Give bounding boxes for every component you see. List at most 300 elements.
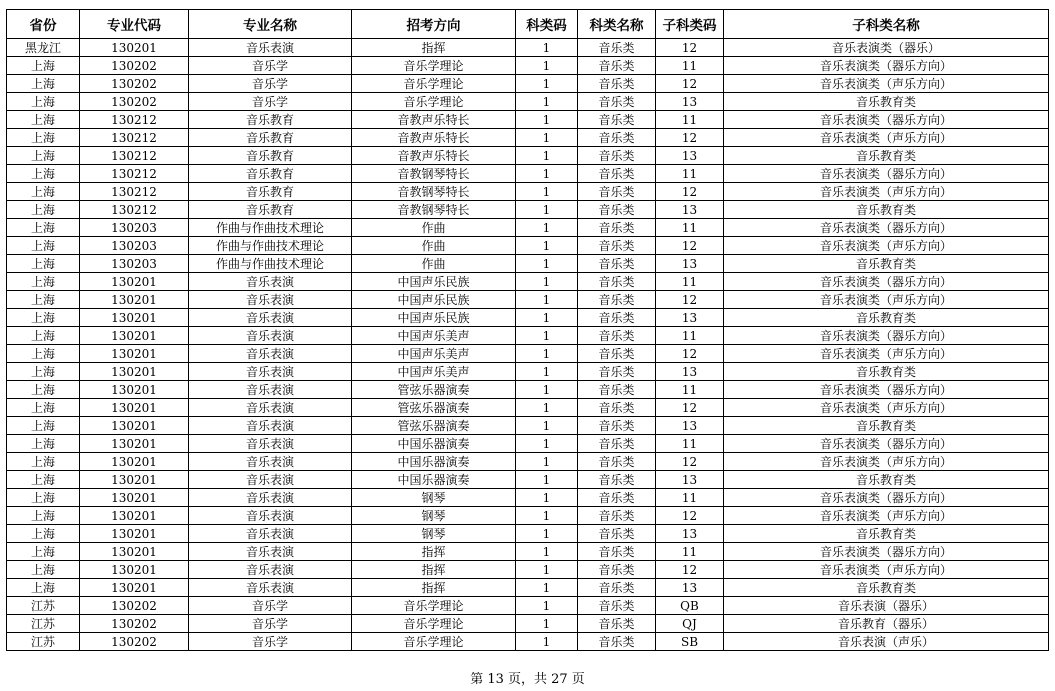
table-row (7, 183, 1049, 201)
subcategory-name-cell: 音乐表演类（声乐方向） (724, 237, 1049, 255)
subcategory-code-cell: 12 (656, 237, 724, 255)
subcategory-code-cell: 11 (656, 219, 724, 237)
table-row (7, 453, 1049, 471)
major-code-cell: 130201 (80, 435, 189, 453)
category-code-cell: 1 (516, 183, 578, 201)
major-code-cell: 130201 (80, 417, 189, 435)
subcategory-name-cell: 音乐表演类（器乐方向） (724, 57, 1049, 75)
table-row (7, 57, 1049, 75)
major-code-cell: 130212 (80, 129, 189, 147)
province-cell: 上海 (7, 417, 80, 435)
table-row (7, 219, 1049, 237)
major-name-cell: 音乐表演 (189, 489, 352, 507)
category-name-cell: 音乐类 (578, 507, 656, 525)
major-name-cell: 音乐表演 (189, 453, 352, 471)
category-code-cell: 1 (516, 57, 578, 75)
province-cell: 上海 (7, 543, 80, 561)
direction-cell: 中国声乐美声 (352, 363, 516, 381)
major-code-cell: 130201 (80, 543, 189, 561)
table-row (7, 561, 1049, 579)
major-code-cell: 130202 (80, 75, 189, 93)
subcategory-name-cell: 音乐表演类（器乐方向） (724, 111, 1049, 129)
subcategory-name-cell: 音乐教育类 (724, 417, 1049, 435)
major-name-cell: 作曲与作曲技术理论 (189, 219, 352, 237)
major-name-cell: 音乐学 (189, 75, 352, 93)
province-cell: 上海 (7, 579, 80, 597)
major-name-cell: 音乐表演 (189, 291, 352, 309)
province-cell: 上海 (7, 525, 80, 543)
subcategory-code-cell: 11 (656, 381, 724, 399)
subcategory-code-cell: 11 (656, 435, 724, 453)
category-code-cell: 1 (516, 237, 578, 255)
direction-cell: 钢琴 (352, 489, 516, 507)
direction-cell: 钢琴 (352, 525, 516, 543)
subcategory-name-cell: 音乐教育类 (724, 201, 1049, 219)
category-code-cell: 1 (516, 399, 578, 417)
category-name-cell: 音乐类 (578, 399, 656, 417)
direction-cell: 音教钢琴特长 (352, 183, 516, 201)
province-cell: 上海 (7, 489, 80, 507)
subcategory-code-cell: 13 (656, 525, 724, 543)
category-name-cell: 音乐类 (578, 147, 656, 165)
subcategory-name-cell: 音乐表演类（声乐方向） (724, 453, 1049, 471)
major-name-cell: 音乐表演 (189, 417, 352, 435)
direction-cell: 管弦乐器演奏 (352, 417, 516, 435)
province-cell: 上海 (7, 291, 80, 309)
subcategory-code-cell: 12 (656, 183, 724, 201)
province-cell: 上海 (7, 111, 80, 129)
table-row (7, 273, 1049, 291)
subcategory-code-cell: 13 (656, 201, 724, 219)
major-code-cell: 130201 (80, 309, 189, 327)
major-code-cell: 130201 (80, 273, 189, 291)
category-code-cell: 1 (516, 93, 578, 111)
direction-cell: 中国乐器演奏 (352, 435, 516, 453)
category-code-cell: 1 (516, 597, 578, 615)
col-header-direction: 招考方向 (352, 10, 516, 39)
category-name-cell: 音乐类 (578, 363, 656, 381)
province-cell: 上海 (7, 219, 80, 237)
category-code-cell: 1 (516, 507, 578, 525)
category-name-cell: 音乐类 (578, 291, 656, 309)
category-name-cell: 音乐类 (578, 561, 656, 579)
province-cell: 上海 (7, 75, 80, 93)
major-name-cell: 音乐学 (189, 615, 352, 633)
province-cell: 上海 (7, 381, 80, 399)
subcategory-name-cell: 音乐表演类（声乐方向） (724, 507, 1049, 525)
direction-cell: 中国声乐民族 (352, 291, 516, 309)
direction-cell: 音教声乐特长 (352, 147, 516, 165)
major-name-cell: 音乐表演 (189, 507, 352, 525)
category-code-cell: 1 (516, 345, 578, 363)
major-name-cell: 音乐表演 (189, 435, 352, 453)
direction-cell: 管弦乐器演奏 (352, 399, 516, 417)
province-cell: 上海 (7, 147, 80, 165)
major-code-cell: 130201 (80, 291, 189, 309)
direction-cell: 音教钢琴特长 (352, 165, 516, 183)
major-name-cell: 音乐教育 (189, 111, 352, 129)
subcategory-code-cell: 12 (656, 129, 724, 147)
direction-cell: 管弦乐器演奏 (352, 381, 516, 399)
subcategory-name-cell: 音乐表演类（器乐方向） (724, 489, 1049, 507)
major-code-cell: 130201 (80, 363, 189, 381)
table-row (7, 525, 1049, 543)
category-code-cell: 1 (516, 435, 578, 453)
category-name-cell: 音乐类 (578, 75, 656, 93)
category-name-cell: 音乐类 (578, 597, 656, 615)
table-row (7, 435, 1049, 453)
direction-cell: 钢琴 (352, 507, 516, 525)
direction-cell: 音教钢琴特长 (352, 201, 516, 219)
major-code-cell: 130201 (80, 507, 189, 525)
category-name-cell: 音乐类 (578, 435, 656, 453)
category-code-cell: 1 (516, 165, 578, 183)
major-code-cell: 130212 (80, 201, 189, 219)
category-name-cell: 音乐类 (578, 489, 656, 507)
direction-cell: 作曲 (352, 237, 516, 255)
major-code-cell: 130212 (80, 183, 189, 201)
category-name-cell: 音乐类 (578, 237, 656, 255)
subcategory-name-cell: 音乐教育类 (724, 93, 1049, 111)
province-cell: 上海 (7, 435, 80, 453)
major-code-cell: 130201 (80, 453, 189, 471)
major-name-cell: 音乐表演 (189, 381, 352, 399)
header-row (7, 10, 1049, 39)
subcategory-code-cell: 11 (656, 57, 724, 75)
table-row (7, 129, 1049, 147)
category-code-cell: 1 (516, 219, 578, 237)
major-code-cell: 130201 (80, 489, 189, 507)
major-code-cell: 130212 (80, 165, 189, 183)
major-code-cell: 130201 (80, 561, 189, 579)
category-name-cell: 音乐类 (578, 201, 656, 219)
subcategory-code-cell: 11 (656, 543, 724, 561)
major-code-cell: 130201 (80, 39, 189, 57)
subcategory-name-cell: 音乐教育类 (724, 309, 1049, 327)
subcategory-code-cell: 13 (656, 363, 724, 381)
table-row (7, 165, 1049, 183)
table-row (7, 327, 1049, 345)
subcategory-code-cell: 13 (656, 255, 724, 273)
direction-cell: 中国声乐美声 (352, 327, 516, 345)
subcategory-code-cell: 11 (656, 165, 724, 183)
subcategory-code-cell: 12 (656, 75, 724, 93)
subcategory-code-cell: 11 (656, 273, 724, 291)
table-row (7, 111, 1049, 129)
subcategory-name-cell: 音乐教育类 (724, 525, 1049, 543)
province-cell: 上海 (7, 507, 80, 525)
major-code-cell: 130201 (80, 525, 189, 543)
category-code-cell: 1 (516, 615, 578, 633)
category-name-cell: 音乐类 (578, 273, 656, 291)
direction-cell: 音乐学理论 (352, 57, 516, 75)
table-row (7, 93, 1049, 111)
direction-cell: 中国乐器演奏 (352, 471, 516, 489)
table-row (7, 633, 1049, 651)
major-code-cell: 130202 (80, 615, 189, 633)
major-code-cell: 130201 (80, 471, 189, 489)
major-name-cell: 作曲与作曲技术理论 (189, 255, 352, 273)
table-row (7, 471, 1049, 489)
category-name-cell: 音乐类 (578, 309, 656, 327)
category-name-cell: 音乐类 (578, 453, 656, 471)
table-row (7, 201, 1049, 219)
subcategory-name-cell: 音乐表演类（器乐） (724, 39, 1049, 57)
category-name-cell: 音乐类 (578, 579, 656, 597)
province-cell: 上海 (7, 309, 80, 327)
category-name-cell: 音乐类 (578, 327, 656, 345)
province-cell: 上海 (7, 471, 80, 489)
category-code-cell: 1 (516, 201, 578, 219)
province-cell: 江苏 (7, 633, 80, 651)
major-code-cell: 130203 (80, 255, 189, 273)
table-row (7, 597, 1049, 615)
category-code-cell: 1 (516, 111, 578, 129)
category-name-cell: 音乐类 (578, 525, 656, 543)
subcategory-code-cell: SB (656, 633, 724, 651)
subcategory-name-cell: 音乐表演类（器乐方向） (724, 327, 1049, 345)
major-name-cell: 音乐表演 (189, 579, 352, 597)
col-header-category-name: 科类名称 (578, 10, 656, 39)
category-code-cell: 1 (516, 579, 578, 597)
category-code-cell: 1 (516, 453, 578, 471)
category-name-cell: 音乐类 (578, 165, 656, 183)
category-name-cell: 音乐类 (578, 543, 656, 561)
province-cell: 上海 (7, 363, 80, 381)
subcategory-code-cell: 13 (656, 471, 724, 489)
major-name-cell: 音乐表演 (189, 561, 352, 579)
category-name-cell: 音乐类 (578, 39, 656, 57)
category-code-cell: 1 (516, 489, 578, 507)
direction-cell: 中国声乐民族 (352, 309, 516, 327)
major-name-cell: 音乐表演 (189, 399, 352, 417)
subcategory-code-cell: 12 (656, 39, 724, 57)
province-cell: 上海 (7, 399, 80, 417)
province-cell: 上海 (7, 255, 80, 273)
subcategory-code-cell: 13 (656, 93, 724, 111)
major-code-cell: 130203 (80, 219, 189, 237)
major-name-cell: 音乐学 (189, 57, 352, 75)
col-header-subcategory-name: 子科类名称 (724, 10, 1049, 39)
subcategory-name-cell: 音乐教育类 (724, 579, 1049, 597)
category-code-cell: 1 (516, 633, 578, 651)
province-cell: 上海 (7, 273, 80, 291)
subcategory-name-cell: 音乐表演类（器乐方向） (724, 435, 1049, 453)
category-name-cell: 音乐类 (578, 183, 656, 201)
major-code-cell: 130201 (80, 579, 189, 597)
major-name-cell: 音乐学 (189, 597, 352, 615)
subcategory-name-cell: 音乐教育类 (724, 471, 1049, 489)
subcategory-code-cell: 13 (656, 579, 724, 597)
category-name-cell: 音乐类 (578, 219, 656, 237)
category-code-cell: 1 (516, 471, 578, 489)
table-row (7, 543, 1049, 561)
category-name-cell: 音乐类 (578, 381, 656, 399)
category-code-cell: 1 (516, 75, 578, 93)
category-code-cell: 1 (516, 525, 578, 543)
province-cell: 江苏 (7, 615, 80, 633)
table-row (7, 381, 1049, 399)
province-cell: 上海 (7, 165, 80, 183)
subcategory-code-cell: 11 (656, 489, 724, 507)
major-code-cell: 130202 (80, 93, 189, 111)
category-code-cell: 1 (516, 273, 578, 291)
col-header-major-name: 专业名称 (189, 10, 352, 39)
subcategory-code-cell: QJ (656, 615, 724, 633)
direction-cell: 指挥 (352, 543, 516, 561)
table-row (7, 39, 1049, 57)
subcategory-name-cell: 音乐表演类（声乐方向） (724, 183, 1049, 201)
table-body (7, 39, 1049, 651)
page-number: 第 13 页，共 27 页 (470, 672, 585, 687)
admissions-table (6, 9, 1049, 651)
table-row (7, 363, 1049, 381)
table-row (7, 255, 1049, 273)
table-row (7, 345, 1049, 363)
direction-cell: 作曲 (352, 219, 516, 237)
province-cell: 上海 (7, 453, 80, 471)
category-name-cell: 音乐类 (578, 417, 656, 435)
table-row (7, 579, 1049, 597)
table-row (7, 291, 1049, 309)
category-code-cell: 1 (516, 417, 578, 435)
major-code-cell: 130212 (80, 111, 189, 129)
table-row (7, 237, 1049, 255)
category-name-cell: 音乐类 (578, 111, 656, 129)
subcategory-code-cell: 11 (656, 111, 724, 129)
province-cell: 上海 (7, 201, 80, 219)
major-name-cell: 作曲与作曲技术理论 (189, 237, 352, 255)
major-code-cell: 130201 (80, 345, 189, 363)
major-code-cell: 130201 (80, 399, 189, 417)
category-code-cell: 1 (516, 129, 578, 147)
subcategory-name-cell: 音乐教育（器乐） (724, 615, 1049, 633)
province-cell: 上海 (7, 327, 80, 345)
major-name-cell: 音乐表演 (189, 327, 352, 345)
table-row (7, 507, 1049, 525)
major-name-cell: 音乐表演 (189, 363, 352, 381)
subcategory-code-cell: 12 (656, 561, 724, 579)
category-code-cell: 1 (516, 291, 578, 309)
subcategory-name-cell: 音乐表演类（器乐方向） (724, 381, 1049, 399)
direction-cell: 音教声乐特长 (352, 111, 516, 129)
category-name-cell: 音乐类 (578, 129, 656, 147)
province-cell: 上海 (7, 561, 80, 579)
province-cell: 上海 (7, 57, 80, 75)
subcategory-name-cell: 音乐教育类 (724, 363, 1049, 381)
table-row (7, 417, 1049, 435)
direction-cell: 中国声乐民族 (352, 273, 516, 291)
province-cell: 上海 (7, 129, 80, 147)
category-code-cell: 1 (516, 147, 578, 165)
category-code-cell: 1 (516, 561, 578, 579)
subcategory-code-cell: 12 (656, 291, 724, 309)
col-header-major-code: 专业代码 (80, 10, 189, 39)
major-code-cell: 130202 (80, 633, 189, 651)
province-cell: 黑龙江 (7, 39, 80, 57)
direction-cell: 中国乐器演奏 (352, 453, 516, 471)
category-name-cell: 音乐类 (578, 633, 656, 651)
direction-cell: 音乐学理论 (352, 93, 516, 111)
subcategory-name-cell: 音乐表演类（声乐方向） (724, 561, 1049, 579)
subcategory-name-cell: 音乐表演类（声乐方向） (724, 291, 1049, 309)
province-cell: 上海 (7, 183, 80, 201)
direction-cell: 作曲 (352, 255, 516, 273)
subcategory-code-cell: QB (656, 597, 724, 615)
direction-cell: 音乐学理论 (352, 615, 516, 633)
subcategory-code-cell: 12 (656, 345, 724, 363)
table-row (7, 309, 1049, 327)
direction-cell: 音教声乐特长 (352, 129, 516, 147)
direction-cell: 音乐学理论 (352, 633, 516, 651)
category-name-cell: 音乐类 (578, 93, 656, 111)
major-code-cell: 130202 (80, 57, 189, 75)
subcategory-code-cell: 12 (656, 453, 724, 471)
major-name-cell: 音乐表演 (189, 39, 352, 57)
direction-cell: 指挥 (352, 39, 516, 57)
subcategory-code-cell: 13 (656, 417, 724, 435)
subcategory-name-cell: 音乐表演（器乐） (724, 597, 1049, 615)
direction-cell: 音乐学理论 (352, 75, 516, 93)
direction-cell: 中国声乐美声 (352, 345, 516, 363)
category-code-cell: 1 (516, 255, 578, 273)
major-code-cell: 130201 (80, 381, 189, 399)
subcategory-name-cell: 音乐表演类（声乐方向） (724, 399, 1049, 417)
subcategory-name-cell: 音乐表演类（器乐方向） (724, 273, 1049, 291)
subcategory-name-cell: 音乐表演类（器乐方向） (724, 543, 1049, 561)
major-code-cell: 130203 (80, 237, 189, 255)
subcategory-code-cell: 12 (656, 399, 724, 417)
subcategory-code-cell: 13 (656, 147, 724, 165)
subcategory-code-cell: 12 (656, 507, 724, 525)
category-code-cell: 1 (516, 39, 578, 57)
province-cell: 上海 (7, 237, 80, 255)
major-name-cell: 音乐教育 (189, 183, 352, 201)
direction-cell: 指挥 (352, 579, 516, 597)
subcategory-code-cell: 11 (656, 327, 724, 345)
major-name-cell: 音乐学 (189, 93, 352, 111)
col-header-subcategory-code: 子科类码 (656, 10, 724, 39)
province-cell: 上海 (7, 93, 80, 111)
category-code-cell: 1 (516, 327, 578, 345)
subcategory-name-cell: 音乐表演类（器乐方向） (724, 165, 1049, 183)
major-code-cell: 130202 (80, 597, 189, 615)
subcategory-name-cell: 音乐表演类（器乐方向） (724, 219, 1049, 237)
category-code-cell: 1 (516, 543, 578, 561)
subcategory-name-cell: 音乐教育类 (724, 147, 1049, 165)
major-name-cell: 音乐表演 (189, 543, 352, 561)
major-name-cell: 音乐表演 (189, 345, 352, 363)
table-row (7, 75, 1049, 93)
province-cell: 上海 (7, 345, 80, 363)
subcategory-name-cell: 音乐表演类（声乐方向） (724, 75, 1049, 93)
major-name-cell: 音乐教育 (189, 165, 352, 183)
major-name-cell: 音乐表演 (189, 525, 352, 543)
category-name-cell: 音乐类 (578, 471, 656, 489)
col-header-province: 省份 (7, 10, 80, 39)
major-code-cell: 130201 (80, 327, 189, 345)
table-row (7, 147, 1049, 165)
table-row (7, 399, 1049, 417)
direction-cell: 指挥 (352, 561, 516, 579)
category-code-cell: 1 (516, 363, 578, 381)
major-name-cell: 音乐教育 (189, 201, 352, 219)
category-code-cell: 1 (516, 381, 578, 399)
table-row (7, 615, 1049, 633)
category-name-cell: 音乐类 (578, 615, 656, 633)
major-name-cell: 音乐学 (189, 633, 352, 651)
major-name-cell: 音乐表演 (189, 471, 352, 489)
